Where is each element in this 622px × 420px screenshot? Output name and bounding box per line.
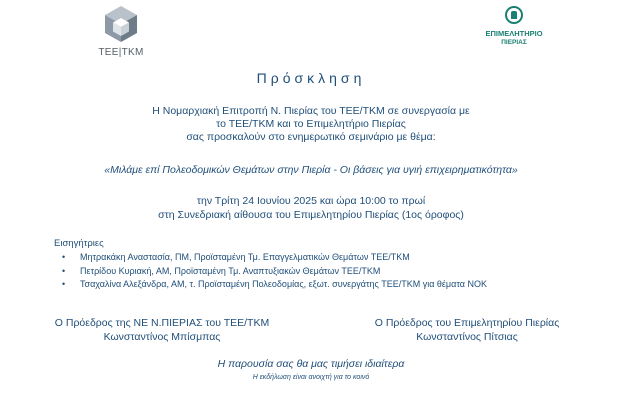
speaker-text: Πετρίδου Κυριακή, ΑΜ, Προϊσταμένη Τμ. Αναπτυξιακών Θεμάτων ΤΕΕ/ΤΚΜ <box>80 265 381 276</box>
seminar-subject: «Μιλάμε επί Πολεοδομικών Θεμάτων στην Πιερία - Οι βάσεις για υγιή επιχειρηματικότητα» <box>104 164 518 176</box>
document-title: Πρόσκληση <box>256 70 366 86</box>
open-event-note: Η εκδήλωση είναι ανοιχτή για το κοινό <box>252 374 370 381</box>
signature-role: Ο Πρόεδρος της ΝΕ Ν.ΠΙΕΡΙΑΣ του ΤΕΕ/ΤΚΜ <box>54 317 270 329</box>
signature-left <box>54 316 270 344</box>
tee-tkm-logo-text: TEE|TKM <box>98 47 144 58</box>
bullet-icon: • <box>62 279 66 289</box>
list-item <box>62 265 487 279</box>
chamber-pieria-logo <box>474 6 554 62</box>
signature-name: Κωνσταντίνος Πίτσιας <box>416 331 518 343</box>
speakers-heading: Εισηγήτριες <box>54 238 104 249</box>
speaker-text: Μητρακάκη Αναστασία, ΠΜ, Προϊσταμένη Τμ. Επαγγελματικών Θεμάτων ΤΕΕ/ΤΚΜ <box>80 252 410 262</box>
intro-line: το ΤΕΕ/ΤΚΜ και το Επιμελητήριο Πιερίας <box>216 118 406 130</box>
chamber-emblem-icon <box>505 6 523 24</box>
signature-right <box>362 316 572 344</box>
speaker-text: Τσαχαλίνα Αλεξάνδρα, ΑΜ, τ. Προϊσταμένη Πολεοδομίας, εξωτ. συνεργάτης ΤΕΕ/ΤΚΜ για θέματα ΝΟΚ <box>80 279 487 289</box>
date-location <box>0 194 622 222</box>
date-time-line: την Τρίτη 24 Ιουνίου 2025 και ώρα 10:00 το πρωί <box>196 195 426 207</box>
chamber-logo-line2: ΠΙΕΡΙΑΣ <box>501 39 527 46</box>
closing-line: Η παρουσία σας θα μας τιμήσει ιδιαίτερα <box>217 358 405 370</box>
intro-paragraph <box>0 105 622 144</box>
signature-name: Κωνσταντίνος Μπίσμπας <box>103 331 221 343</box>
bullet-icon: • <box>62 252 66 262</box>
list-item <box>62 251 487 265</box>
signature-role: Ο Πρόεδρος του Επιμελητηρίου Πιερίας <box>374 317 560 329</box>
speakers-list <box>62 251 487 292</box>
tee-tkm-logo <box>96 4 146 64</box>
list-item <box>62 278 487 292</box>
intro-line: σας προσκαλούν στο ενημερωτικό σεμινάριο με θέμα: <box>186 131 436 143</box>
location-line: στη Συνεδριακή αίθουσα του Επιμελητηρίου Πιερίας (1ος όροφος) <box>158 209 464 221</box>
intro-line: Η Νομαρχιακή Επιτροπή Ν. Πιερίας του ΤΕΕ/ΤΚΜ σε συνεργασία με <box>152 105 470 117</box>
chamber-logo-line1: ΕΠΙΜΕΛΗΤΗΡΙΟ <box>485 29 543 38</box>
cube-logo-icon <box>103 4 139 44</box>
bullet-icon: • <box>62 265 66 276</box>
